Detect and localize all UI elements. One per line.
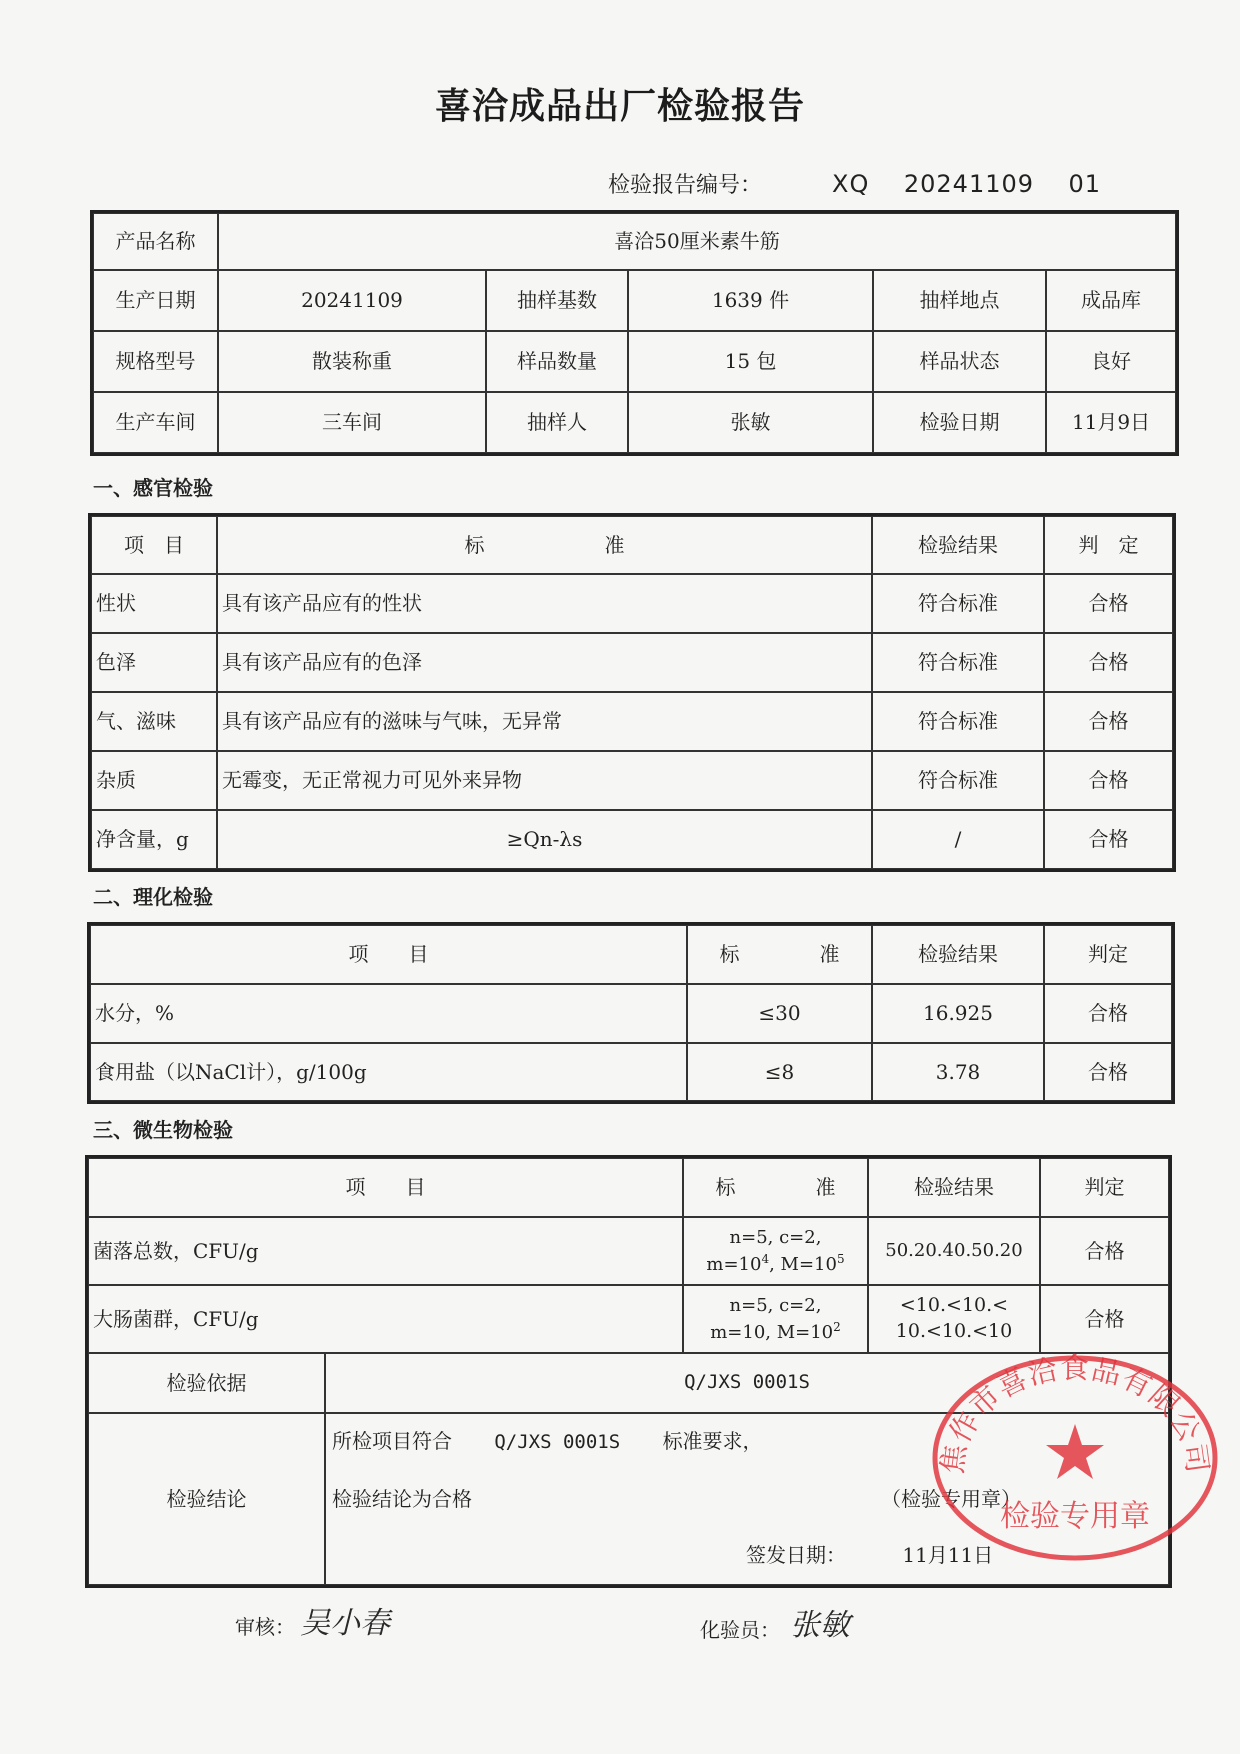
sensory-header-result: 检验结果 [872, 516, 1044, 574]
sensory-result: 符合标准 [872, 574, 1044, 633]
micro-verdict: 合格 [1040, 1217, 1169, 1285]
micro-standard-line2 [688, 1251, 863, 1277]
micro-standard [683, 1285, 868, 1353]
prod-date-label: 生产日期 [93, 270, 218, 331]
table-row [91, 810, 1173, 869]
sensory-item: 色泽 [91, 633, 217, 692]
micro-standard-m-exp: 4 [761, 1251, 770, 1266]
sample-qty-value: 15 包 [628, 331, 873, 392]
sensory-result: / [872, 810, 1044, 869]
sample-state-label: 样品状态 [873, 331, 1046, 392]
sample-state-value: 良好 [1046, 331, 1176, 392]
sensory-header-standard: 标 准 [217, 516, 872, 574]
micro-result: 50.20.40.50.20 [868, 1217, 1040, 1285]
table-row [91, 574, 1173, 633]
sensory-item: 净含量，g [91, 810, 217, 869]
sensory-verdict: 合格 [1044, 574, 1173, 633]
sensory-item: 杂质 [91, 751, 217, 810]
seal-company-text: 焦作市喜洽食品有限公司 [934, 1351, 1216, 1476]
basis-value: Q/JXS 0001S [325, 1353, 1169, 1413]
sensory-result: 符合标准 [872, 633, 1044, 692]
report-number-line [608, 168, 1101, 199]
conclusion-line2: 检验结论为合格 [332, 1487, 472, 1511]
sensory-standard: 具有该产品应有的滋味与气味，无异常 [217, 692, 872, 751]
star-icon [1046, 1424, 1104, 1479]
micro-standard-M-exp: 5 [836, 1251, 845, 1266]
product-info-table [92, 212, 1177, 454]
spec-label: 规格型号 [93, 331, 218, 392]
micro-item: 菌落总数，CFU/g [88, 1217, 683, 1285]
prod-date-value: 20241109 [218, 270, 486, 331]
physchem-heading: 二、理化检验 [93, 885, 213, 909]
sensory-heading: 一、感官检验 [93, 476, 213, 500]
conclusion-text-c: 标准要求， [662, 1429, 763, 1453]
report-title: 喜洽成品出厂检验报告 [434, 86, 805, 127]
micro-header-item: 项 目 [88, 1158, 683, 1217]
micro-standard-M: , M=10 [769, 1253, 837, 1275]
physchem-verdict: 合格 [1044, 1043, 1172, 1101]
report-number-label: 检验报告编号： [608, 173, 763, 198]
sensory-result: 符合标准 [872, 751, 1044, 810]
table-row [88, 1217, 1169, 1285]
physchem-item: 食用盐（以NaCl计），g/100g [90, 1043, 687, 1101]
physchem-header-result: 检验结果 [872, 925, 1044, 984]
tester-signature: 张敏 [790, 1608, 850, 1643]
table-row [90, 984, 1172, 1043]
conclusion-label: 检验结论 [88, 1413, 325, 1585]
table-row [91, 692, 1173, 751]
workshop-label: 生产车间 [93, 392, 218, 453]
product-name-value: 喜洽50厘米素牛筋 [218, 213, 1176, 270]
physchem-standard: ≤8 [687, 1043, 872, 1101]
physchem-table [89, 924, 1173, 1102]
spec-value: 散装称重 [218, 331, 486, 392]
sampler-label: 抽样人 [486, 392, 628, 453]
micro-standard-m: m=10 [706, 1253, 762, 1275]
physchem-verdict: 合格 [1044, 984, 1172, 1043]
sample-place-value: 成品库 [1046, 270, 1176, 331]
inspection-seal [925, 1342, 1225, 1562]
sample-base-label: 抽样基数 [486, 270, 628, 331]
sample-qty-label: 样品数量 [486, 331, 628, 392]
micro-header-standard: 标 准 [683, 1158, 868, 1217]
micro-standard-M-exp: 2 [833, 1319, 841, 1334]
physchem-result: 16.925 [872, 984, 1044, 1043]
seal-center-text: 检验专用章 [1000, 1499, 1150, 1534]
product-name-label: 产品名称 [93, 213, 218, 270]
issue-date-value: 11月11日 [902, 1543, 994, 1567]
physchem-item: 水分，% [90, 984, 687, 1043]
sensory-verdict: 合格 [1044, 810, 1173, 869]
sampler-value: 张敏 [628, 392, 873, 453]
micro-standard-mM: m=10, M=10 [710, 1321, 834, 1343]
sensory-item: 气、滋味 [91, 692, 217, 751]
sensory-item: 性状 [91, 574, 217, 633]
table-row [90, 1043, 1172, 1101]
basis-label: 检验依据 [88, 1353, 325, 1413]
physchem-standard: ≤30 [687, 984, 872, 1043]
sensory-verdict: 合格 [1044, 751, 1173, 810]
sensory-standard: 具有该产品应有的性状 [217, 574, 872, 633]
physchem-header-item: 项 目 [90, 925, 687, 984]
sensory-standard: 具有该产品应有的色泽 [217, 633, 872, 692]
conclusion-standard: Q/JXS 0001S [494, 1431, 621, 1453]
report-number-value: XQ 20241109 01 [832, 170, 1102, 198]
workshop-value: 三车间 [218, 392, 486, 453]
sample-place-label: 抽样地点 [873, 270, 1046, 331]
sensory-table [90, 515, 1174, 870]
micro-standard-line2 [688, 1319, 863, 1345]
sensory-result: 符合标准 [872, 692, 1044, 751]
issue-date-label: 签发日期： [746, 1543, 846, 1567]
micro-header-result: 检验结果 [868, 1158, 1040, 1217]
micro-item: 大肠菌群，CFU/g [88, 1285, 683, 1353]
table-row [91, 633, 1173, 692]
sensory-verdict: 合格 [1044, 692, 1173, 751]
conclusion-text-a: 所检项目符合 [332, 1429, 452, 1453]
conclusion-line1 [332, 1428, 763, 1456]
physchem-header-standard: 标 准 [687, 925, 872, 984]
micro-result-line2: 10.<10.<10 [895, 1320, 1013, 1342]
micro-verdict: 合格 [1040, 1285, 1169, 1353]
micro-standard-line1: n=5, c=2, [729, 1227, 822, 1249]
reviewer-label: 审核： [235, 1615, 295, 1639]
sensory-verdict: 合格 [1044, 633, 1173, 692]
inspect-date-label: 检验日期 [873, 392, 1046, 453]
micro-standard-line1: n=5, c=2, [729, 1295, 822, 1317]
physchem-header-verdict: 判定 [1044, 925, 1172, 984]
micro-result-line1: <10.<10.< [899, 1294, 1009, 1317]
micro-standard [683, 1217, 868, 1285]
inspect-date-value: 11月9日 [1046, 392, 1176, 453]
micro-heading: 三、微生物检验 [93, 1118, 233, 1142]
sensory-header-item: 项 目 [91, 516, 217, 574]
reviewer-signature: 吴小春 [300, 1606, 390, 1641]
sample-base-value: 1639 件 [628, 270, 873, 331]
sensory-standard: ≥Qn-λs [217, 810, 872, 869]
physchem-result: 3.78 [872, 1043, 1044, 1101]
table-row [91, 751, 1173, 810]
sensory-header-verdict: 判 定 [1044, 516, 1173, 574]
micro-header-verdict: 判定 [1040, 1158, 1169, 1217]
sensory-standard: 无霉变，无正常视力可见外来异物 [217, 751, 872, 810]
seal-note: （检验专用章） [881, 1487, 1021, 1511]
tester-label: 化验员： [700, 1618, 780, 1642]
